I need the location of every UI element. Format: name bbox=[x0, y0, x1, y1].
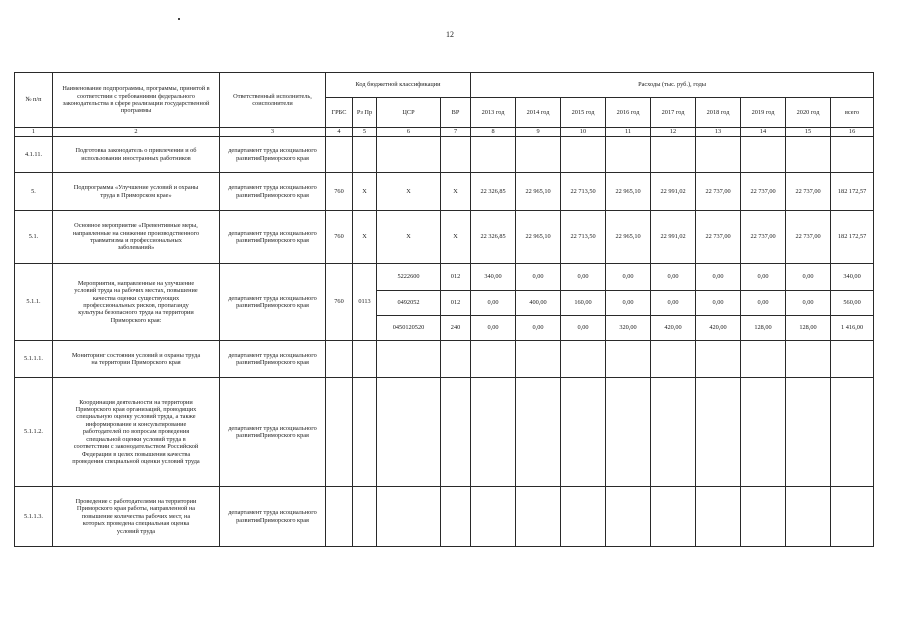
row-number: 5. bbox=[15, 173, 53, 211]
text-line: социального развития bbox=[236, 424, 317, 439]
text-line: информирование и консультирование bbox=[85, 420, 187, 428]
text-line: Мероприятия, направленные на улучшение bbox=[77, 279, 195, 287]
expense-value bbox=[696, 378, 741, 487]
expense-value: 22 991,02 bbox=[651, 173, 696, 211]
text-line: проведения специальной оценки условий труда bbox=[72, 457, 200, 465]
expense-value: 0,00 bbox=[471, 316, 516, 341]
table-row bbox=[15, 341, 874, 378]
expense-value bbox=[606, 378, 651, 487]
rzpr-code bbox=[353, 137, 377, 173]
expense-value bbox=[696, 341, 741, 378]
text-line: социального развития bbox=[236, 294, 317, 309]
expense-value bbox=[516, 137, 561, 173]
text-line: соответствии с законодательством Российской bbox=[73, 443, 199, 451]
expense-value: 22 965,10 bbox=[606, 173, 651, 211]
row-number: 5.1.1.1. bbox=[15, 341, 53, 378]
column-index: 9 bbox=[516, 128, 561, 137]
expense-value: 420,00 bbox=[651, 316, 696, 341]
expense-value: 128,00 bbox=[786, 316, 831, 341]
grbs-code: 760 bbox=[326, 211, 353, 264]
expense-value: 22 991,02 bbox=[651, 211, 696, 264]
expense-value bbox=[606, 487, 651, 547]
row-responsible bbox=[220, 341, 326, 378]
header-expenses-group: Расходы (тыс. руб.), годы bbox=[471, 73, 874, 98]
column-index: 7 bbox=[441, 128, 471, 137]
expense-value: 0,00 bbox=[786, 264, 831, 291]
text-line: Приморского края bbox=[259, 359, 309, 366]
row-responsible bbox=[220, 378, 326, 487]
vr-code bbox=[441, 137, 471, 173]
column-index: 4 bbox=[326, 128, 353, 137]
expense-value: 340,00 bbox=[471, 264, 516, 291]
header-budget-code: ВР bbox=[441, 98, 471, 128]
expense-value bbox=[786, 137, 831, 173]
header-budget-code: ГРБС bbox=[326, 98, 353, 128]
row-responsible bbox=[220, 211, 326, 264]
text-line: социального развития bbox=[236, 147, 317, 162]
expense-value bbox=[561, 487, 606, 547]
grbs-code bbox=[326, 487, 353, 547]
text-line: Приморского края bbox=[259, 432, 309, 439]
text-line: Федерации в целях повышения качества bbox=[81, 450, 191, 458]
header-year: 2018 год bbox=[696, 98, 741, 128]
column-index: 11 bbox=[606, 128, 651, 137]
row-name bbox=[53, 211, 220, 264]
expense-value: 320,00 bbox=[606, 316, 651, 341]
header-responsible: Ответственный исполнитель, соисполнители bbox=[220, 73, 326, 128]
header-name: Наименование подпрограммы, программы, принятой в соответствии с требованиями федерального законодательства в сфере реализации государственной программы bbox=[53, 73, 220, 128]
row-responsible bbox=[220, 264, 326, 341]
expense-value bbox=[786, 341, 831, 378]
vr-code: 240 bbox=[441, 316, 471, 341]
column-index: 5 bbox=[353, 128, 377, 137]
header-year: 2013 год bbox=[471, 98, 516, 128]
expense-value bbox=[696, 487, 741, 547]
expense-value bbox=[471, 487, 516, 547]
row-responsible bbox=[220, 137, 326, 173]
text-line: работодателей по вопросам проведения bbox=[82, 428, 190, 436]
header-year: 2014 год bbox=[516, 98, 561, 128]
column-index: 1 bbox=[15, 128, 53, 137]
expense-value bbox=[741, 341, 786, 378]
column-index: 15 bbox=[786, 128, 831, 137]
row-number: 4.1.11. bbox=[15, 137, 53, 173]
text-line: Приморского края: bbox=[110, 316, 162, 324]
header-budget-code: Рз Пр bbox=[353, 98, 377, 128]
expense-value: 0,00 bbox=[696, 264, 741, 291]
column-index: 2 bbox=[53, 128, 220, 137]
text-line: Проведение с работодателями на территории bbox=[75, 497, 197, 505]
table-row bbox=[15, 487, 874, 547]
text-line: Координация деятельности на территории bbox=[79, 398, 193, 406]
expense-value: 0,00 bbox=[696, 291, 741, 316]
row-responsible bbox=[220, 173, 326, 211]
text-line: Приморского края bbox=[259, 237, 309, 244]
vr-code bbox=[441, 341, 471, 378]
expense-value: 22 713,50 bbox=[561, 173, 606, 211]
row-responsible bbox=[220, 487, 326, 547]
expense-value: 420,00 bbox=[696, 316, 741, 341]
row-number: 5.1.1.2. bbox=[15, 378, 53, 487]
expense-value: 0,00 bbox=[606, 264, 651, 291]
header-year: 2020 год bbox=[786, 98, 831, 128]
expense-value: 22 326,85 bbox=[471, 211, 516, 264]
column-index: 14 bbox=[741, 128, 786, 137]
expense-value: 22 965,10 bbox=[516, 211, 561, 264]
text-line: использовании иностранных работников bbox=[81, 154, 191, 162]
grbs-code bbox=[326, 341, 353, 378]
rzpr-code bbox=[353, 341, 377, 378]
header-year: 2015 год bbox=[561, 98, 606, 128]
text-line: специальной оценки условий труда в bbox=[86, 435, 186, 443]
rzpr-code bbox=[353, 378, 377, 487]
expense-value: 0,00 bbox=[651, 291, 696, 316]
header-budget-code-group: Код бюджетной классификации bbox=[326, 73, 471, 98]
text-line: травматизма и профессиональных bbox=[90, 237, 182, 244]
expense-value bbox=[516, 378, 561, 487]
table-row bbox=[15, 378, 874, 487]
row-name bbox=[53, 137, 220, 173]
expense-value bbox=[561, 378, 606, 487]
column-index: 16 bbox=[831, 128, 874, 137]
csr-code: X bbox=[377, 173, 441, 211]
expense-value: 0,00 bbox=[606, 291, 651, 316]
csr-code bbox=[377, 487, 441, 547]
expense-value bbox=[696, 137, 741, 173]
header-budget-code: ЦСР bbox=[377, 98, 441, 128]
expense-value bbox=[651, 137, 696, 173]
rzpr-code: 0113 bbox=[353, 264, 377, 341]
budget-table bbox=[14, 72, 874, 547]
vr-code: X bbox=[441, 211, 471, 264]
text-line: Приморского края bbox=[259, 191, 309, 199]
expense-value: 22 737,00 bbox=[786, 173, 831, 211]
expense-value: 128,00 bbox=[741, 316, 786, 341]
grbs-code bbox=[326, 137, 353, 173]
text-line: специальную оценку условий труда, а также bbox=[76, 413, 196, 421]
expense-value: 22 737,00 bbox=[696, 211, 741, 264]
header-year: 2016 год bbox=[606, 98, 651, 128]
expense-value: 0,00 bbox=[516, 264, 561, 291]
expense-value bbox=[786, 378, 831, 487]
expense-value bbox=[471, 378, 516, 487]
csr-code: X bbox=[377, 211, 441, 264]
expense-value: 0,00 bbox=[561, 264, 606, 291]
text-line: которых проведена специальная оценка bbox=[82, 520, 190, 528]
grbs-code: 760 bbox=[326, 264, 353, 341]
expense-value: 182 172,57 bbox=[831, 173, 874, 211]
table-row bbox=[15, 173, 874, 211]
rzpr-code: X bbox=[353, 211, 377, 264]
table-row bbox=[15, 211, 874, 264]
text-line: профессиональных рисков, пропаганду bbox=[83, 302, 189, 309]
text-line: Приморского края организаций, проводящих bbox=[75, 406, 197, 414]
header-year: 2017 год bbox=[651, 98, 696, 128]
text-line: труда в Приморском крае» bbox=[100, 191, 172, 199]
expense-value: 22 737,00 bbox=[786, 211, 831, 264]
scan-speck bbox=[178, 18, 180, 20]
table-row bbox=[15, 137, 874, 173]
csr-code bbox=[377, 378, 441, 487]
expense-value: 1 416,00 bbox=[831, 316, 874, 341]
text-line: Приморского края работы, направленной на bbox=[76, 505, 196, 513]
expense-value bbox=[831, 487, 874, 547]
text-line: департамент труда и bbox=[228, 351, 284, 359]
row-name bbox=[53, 264, 220, 341]
text-line: департамент труда и bbox=[228, 294, 284, 302]
row-name bbox=[53, 173, 220, 211]
expense-value bbox=[651, 341, 696, 378]
header-year: всего bbox=[831, 98, 874, 128]
rzpr-code: X bbox=[353, 173, 377, 211]
expense-value bbox=[831, 137, 874, 173]
csr-code bbox=[377, 341, 441, 378]
text-line: социального развития bbox=[236, 184, 317, 199]
vr-code bbox=[441, 487, 471, 547]
expense-value bbox=[516, 341, 561, 378]
expense-value bbox=[831, 378, 874, 487]
text-line: Подготовка законодатель о привлечении и об bbox=[75, 147, 197, 155]
row-name bbox=[53, 341, 220, 378]
expense-value: 0,00 bbox=[471, 291, 516, 316]
column-index: 6 bbox=[377, 128, 441, 137]
text-line: направленные на снижение производственного bbox=[72, 229, 200, 237]
grbs-code: 760 bbox=[326, 173, 353, 211]
row-number: 5.1.1. bbox=[15, 264, 53, 341]
expense-value: 182 172,57 bbox=[831, 211, 874, 264]
expense-value: 22 326,85 bbox=[471, 173, 516, 211]
expense-value: 340,00 bbox=[831, 264, 874, 291]
expense-value bbox=[606, 137, 651, 173]
expense-value bbox=[741, 378, 786, 487]
column-index: 10 bbox=[561, 128, 606, 137]
expense-value bbox=[471, 341, 516, 378]
page-number: 12 bbox=[446, 30, 454, 39]
text-line: повышение количества рабочих мест, на bbox=[81, 512, 191, 520]
text-line: на территории Приморского края bbox=[91, 359, 181, 366]
rzpr-code bbox=[353, 487, 377, 547]
expense-value bbox=[516, 487, 561, 547]
csr-code bbox=[377, 137, 441, 173]
text-line: департамент труда и bbox=[228, 509, 284, 517]
vr-code: X bbox=[441, 173, 471, 211]
expense-value: 22 965,10 bbox=[516, 173, 561, 211]
text-line: Подпрограмма «Улучшение условий и охраны bbox=[73, 184, 199, 192]
csr-code: 0450120520 bbox=[377, 316, 441, 341]
expense-value bbox=[561, 341, 606, 378]
vr-code: 012 bbox=[441, 264, 471, 291]
csr-code: 5222600 bbox=[377, 264, 441, 291]
expense-value bbox=[786, 487, 831, 547]
expense-value: 22 737,00 bbox=[741, 211, 786, 264]
text-line: культуры безопасного труда на территории bbox=[78, 309, 194, 317]
text-line: Приморского края bbox=[259, 516, 309, 524]
expense-value: 22 965,10 bbox=[606, 211, 651, 264]
header-num: № п/п bbox=[15, 73, 53, 128]
grbs-code bbox=[326, 378, 353, 487]
expense-value: 400,00 bbox=[516, 291, 561, 316]
row-number: 5.1. bbox=[15, 211, 53, 264]
column-index: 3 bbox=[220, 128, 326, 137]
column-index: 12 bbox=[651, 128, 696, 137]
expense-value bbox=[831, 341, 874, 378]
expense-value bbox=[651, 378, 696, 487]
expense-value: 22 737,00 bbox=[696, 173, 741, 211]
table-row bbox=[15, 264, 874, 291]
expense-value: 0,00 bbox=[786, 291, 831, 316]
column-index: 13 bbox=[696, 128, 741, 137]
row-number: 5.1.1.3. bbox=[15, 487, 53, 547]
expense-value: 0,00 bbox=[516, 316, 561, 341]
expense-value: 22 737,00 bbox=[741, 173, 786, 211]
expense-value bbox=[471, 137, 516, 173]
expense-value bbox=[741, 137, 786, 173]
text-line: социального развития bbox=[236, 509, 317, 524]
text-line: заболеваний» bbox=[117, 244, 155, 252]
expense-value: 160,00 bbox=[561, 291, 606, 316]
expense-value bbox=[651, 487, 696, 547]
text-line: качества оценки существующих bbox=[92, 294, 180, 302]
expense-value: 560,00 bbox=[831, 291, 874, 316]
csr-code: 0492052 bbox=[377, 291, 441, 316]
text-line: департамент труда и bbox=[228, 229, 284, 237]
text-line: департамент труда и bbox=[228, 147, 284, 155]
expense-value bbox=[741, 487, 786, 547]
vr-code bbox=[441, 378, 471, 487]
header-year: 2019 год bbox=[741, 98, 786, 128]
row-name bbox=[53, 378, 220, 487]
expense-value: 0,00 bbox=[561, 316, 606, 341]
vr-code: 012 bbox=[441, 291, 471, 316]
expense-value: 0,00 bbox=[651, 264, 696, 291]
text-line: департамент труда и bbox=[228, 424, 284, 432]
expense-value bbox=[561, 137, 606, 173]
text-line: условий труда на рабочих местах, повышение bbox=[74, 287, 198, 295]
text-line: социального развития bbox=[236, 351, 317, 366]
text-line: Приморского края bbox=[259, 302, 309, 309]
expense-value bbox=[606, 341, 651, 378]
column-index: 8 bbox=[471, 128, 516, 137]
text-line: социального развития bbox=[236, 229, 317, 244]
text-line: Мониторинг состояния условий и охраны труда bbox=[71, 351, 201, 359]
text-line: департамент труда и bbox=[228, 184, 284, 192]
expense-value: 0,00 bbox=[741, 291, 786, 316]
expense-value: 0,00 bbox=[741, 264, 786, 291]
text-line: Приморского края bbox=[259, 154, 309, 162]
text-line: Основное мероприятие «Превентивные меры, bbox=[74, 222, 198, 230]
row-name bbox=[53, 487, 220, 547]
expense-value: 22 713,50 bbox=[561, 211, 606, 264]
text-line: условий труда bbox=[116, 527, 156, 535]
